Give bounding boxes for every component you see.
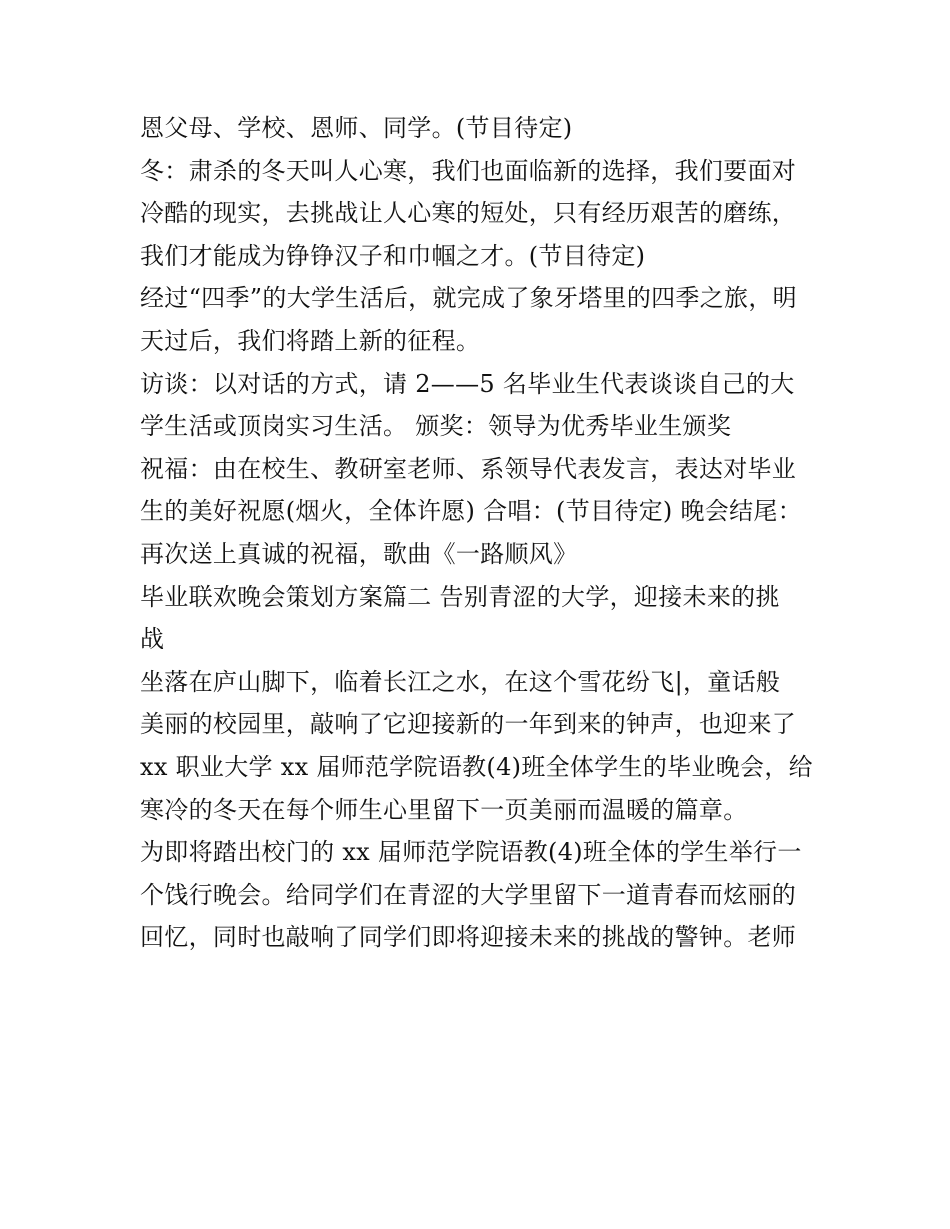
text-line-10: 生的美好祝愿(烟火，全体许愿) 合唱：(节目待定) 晚会结尾： <box>140 497 803 526</box>
text-line-13: 战 <box>140 625 165 654</box>
text-line-8: 学生活或顶岗实习生活。 颁奖：领导为优秀毕业生颁奖 <box>140 412 732 441</box>
text-line-16: xx 职业大学 xx 届师范学院语教(4)班全体学生的毕业晚会，给 <box>140 752 813 781</box>
text-line-17: 寒冷的冬天在每个师生心里留下一页美丽而温暖的篇章。 <box>140 795 748 824</box>
text-line-5: 经过“四季”的大学生活后，就完成了象牙塔里的四季之旅，明 <box>140 284 797 313</box>
text-line-3: 冷酷的现实，去挑战让人心寒的短处，只有经历艰苦的磨练， <box>140 199 797 228</box>
text-line-9: 祝福：由在校生、教研室老师、系领导代表发言，表达对毕业 <box>140 454 797 483</box>
text-line-12: 毕业联欢晚会策划方案篇二 告别青涩的大学，迎接未来的挑 <box>140 582 780 611</box>
text-line-4: 我们才能成为铮铮汉子和巾帼之才。(节目待定) <box>140 241 646 270</box>
text-line-19: 个饯行晚会。给同学们在青涩的大学里留下一道青春而炫丽的 <box>140 880 797 909</box>
text-line-2: 冬：肃杀的冬天叫人心寒，我们也面临新的选择，我们要面对 <box>140 156 797 185</box>
text-line-20: 回忆，同时也敲响了同学们即将迎接未来的挑战的警钟。老师 <box>140 923 797 952</box>
text-line-11: 再次送上真诚的祝福，歌曲《一路顺风》 <box>140 539 578 568</box>
document-body <box>140 107 820 959</box>
text-line-15: 美丽的校园里，敲响了它迎接新的一年到来的钟声，也迎来了 <box>140 710 797 739</box>
text-line-6: 天过后，我们将踏上新的征程。 <box>140 326 481 355</box>
text-line-1: 恩父母、学校、恩师、同学。(节目待定) <box>140 114 573 142</box>
text-line-18: 为即将踏出校门的 xx 届师范学院语教(4)班全体的学生举行一 <box>140 838 802 867</box>
text-line-7: 访谈：以对话的方式，请 2——5 名毕业生代表谈谈自己的大 <box>140 369 795 398</box>
text-line-14: 坐落在庐山脚下，临着长江之水，在这个雪花纷飞|，童话般 <box>140 667 781 696</box>
